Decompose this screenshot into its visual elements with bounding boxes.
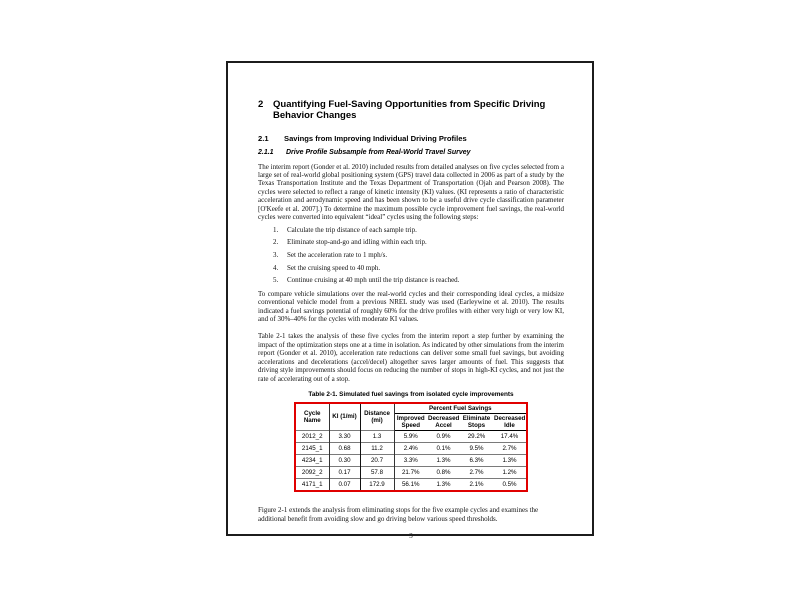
table-cell: 2.7%	[460, 467, 493, 479]
page-number: 3	[409, 532, 413, 541]
ideal-cycle-steps-list	[258, 226, 564, 285]
table-cell: 0.17	[329, 467, 360, 479]
list-item: Calculate the trip distance of each sample trip.	[287, 225, 417, 234]
table-cell: 3.30	[329, 431, 360, 443]
section-heading-number: 2	[258, 99, 264, 110]
table-cell: 1.3	[360, 431, 394, 443]
table-cell: 2.7%	[493, 443, 526, 455]
table-cell: 1.2%	[493, 467, 526, 479]
table-cell: 2.4%	[394, 443, 427, 455]
table-caption: Table 2-1. Simulated fuel savings from isolated cycle improvements	[308, 391, 514, 399]
table-cell: 29.2%	[460, 431, 493, 443]
subsubsection-heading-number: 2.1.1	[258, 149, 274, 156]
section-heading	[258, 99, 564, 121]
table-row	[296, 455, 526, 467]
table-row	[296, 431, 526, 443]
table-cell: 1.3%	[493, 455, 526, 467]
table-cell: 57.8	[360, 467, 394, 479]
table-row	[296, 443, 526, 455]
list-item: Set the acceleration rate to 1 mph/s.	[287, 251, 388, 260]
table-cell: 20.7	[360, 455, 394, 467]
column-header-cycle-name: Cycle Name	[296, 404, 329, 431]
table-cell: 2092_2	[296, 467, 329, 479]
subsubsection-heading-text: Drive Profile Subsample from Real-World Travel Survey	[286, 149, 471, 156]
column-header-eliminate-stops: Eliminate Stops	[460, 413, 493, 430]
table-cell: 9.5%	[460, 443, 493, 455]
table-row	[296, 479, 526, 491]
table-cell: 11.2	[360, 443, 394, 455]
table-cell: 17.4%	[493, 431, 526, 443]
paragraph-figure-reference: Figure 2-1 extends the analysis from eliminating stops for the five example cycles and examines the additional benefit from avoiding slow and go driving below various speed thresholds.	[258, 506, 539, 523]
table-highlight-annotation	[294, 402, 528, 493]
table-cell: 0.07	[329, 479, 360, 491]
subsubsection-heading	[258, 149, 564, 158]
table-cell: 0.5%	[493, 479, 526, 491]
table-cell: 0.1%	[427, 443, 460, 455]
fuel-savings-table-body	[296, 431, 526, 491]
table-cell: 0.30	[329, 455, 360, 467]
table-cell: 0.68	[329, 443, 360, 455]
column-header-decreased-accel: Decreased Accel	[428, 414, 460, 430]
column-header-improved-speed: Improved Speed	[394, 413, 427, 430]
table-cell: 56.1%	[394, 479, 427, 491]
paragraph-intro: The interim report (Gonder et al. 2010) included results from detailed analyses on five cycles selected from a large set of real-world global positioning system (GPS) travel data collected in 2006 as part of a study by the Texas Transportation Institute and the Texas Department of Transportation (Ojah and Pearson 2008). The cycles were selected to reflect a range of kinetic intensity (KI) values. (KI represents a ratio of characteristic acceleration and aerodynamic speed and has been shown to be a useful drive cycle classification parameter [O'Keefe et al. 2007].) To determine the maximum possible cycle improvement fuel savings, the real-world cycles were converted into equivalent “ideal” cycles using the following steps:	[258, 162, 564, 222]
list-item: Set the cruising speed to 40 mph.	[287, 263, 381, 272]
table-cell: 5.9%	[394, 431, 427, 443]
table-cell: 2012_2	[296, 431, 329, 443]
list-item: Continue cruising at 40 mph until the trip distance is reached.	[287, 276, 460, 285]
table-cell: 172.9	[360, 479, 394, 491]
document-content	[258, 99, 564, 541]
subsection-heading-text: Savings from Improving Individual Driving Profiles	[284, 134, 467, 143]
table-cell: 2145_1	[296, 443, 329, 455]
table-cell: 0.9%	[427, 431, 460, 443]
table-cell: 1.3%	[427, 479, 460, 491]
table-cell: 2.1%	[460, 479, 493, 491]
table-row	[296, 467, 526, 479]
column-header-ki: KI (1/mi)	[329, 404, 360, 431]
subsection-heading	[258, 134, 564, 143]
document-page	[226, 61, 594, 541]
table-cell: 4171_1	[296, 479, 329, 491]
paragraph-simulation-results: To compare vehicle simulations over the real-world cycles and their corresponding ideal cycles, a midsize conventional vehicle model from a previous NREL study was used (Earleywine et al. 2010). The results indicated a fuel savings potential of roughly 60% for the drive profiles with either very high or very low KI, and of 30%–40% for the cycles with moderate KI values.	[258, 289, 564, 323]
column-group-header-percent-fuel-savings: Percent Fuel Savings	[394, 404, 526, 414]
table-cell: 21.7%	[394, 467, 427, 479]
column-header-decreased-idle: Decreased Idle	[494, 414, 526, 430]
table-cell: 3.3%	[394, 455, 427, 467]
table-cell: 4234_1	[296, 455, 329, 467]
section-heading-text: Quantifying Fuel-Saving Opportunities from Specific Driving Behavior Changes	[273, 99, 546, 121]
list-item: Eliminate stop-and-go and idling within each trip.	[287, 238, 427, 247]
table-cell: 1.3%	[427, 455, 460, 467]
table-cell: 0.8%	[427, 467, 460, 479]
column-header-distance: Distance (mi)	[360, 404, 394, 431]
subsection-heading-number: 2.1	[258, 134, 269, 143]
fuel-savings-table	[296, 404, 526, 491]
paragraph-table-discussion: Table 2-1 takes the analysis of these five cycles from the interim report a step further by examining the impact of the optimization steps one at a time in isolation. As indicated by other simulations from the interim report (Gonder et al. 2010), acceleration rate reductions can deliver some small fuel savings, but avoiding accelerations and decelerations (accel/decel) altogether saves larger amounts of fuel. This suggests that driving style improvements should focus on reducing the number of stops in high-KI cycles, and not just the rate of accelerating out of a stop.	[258, 332, 564, 383]
table-cell: 6.3%	[460, 455, 493, 467]
